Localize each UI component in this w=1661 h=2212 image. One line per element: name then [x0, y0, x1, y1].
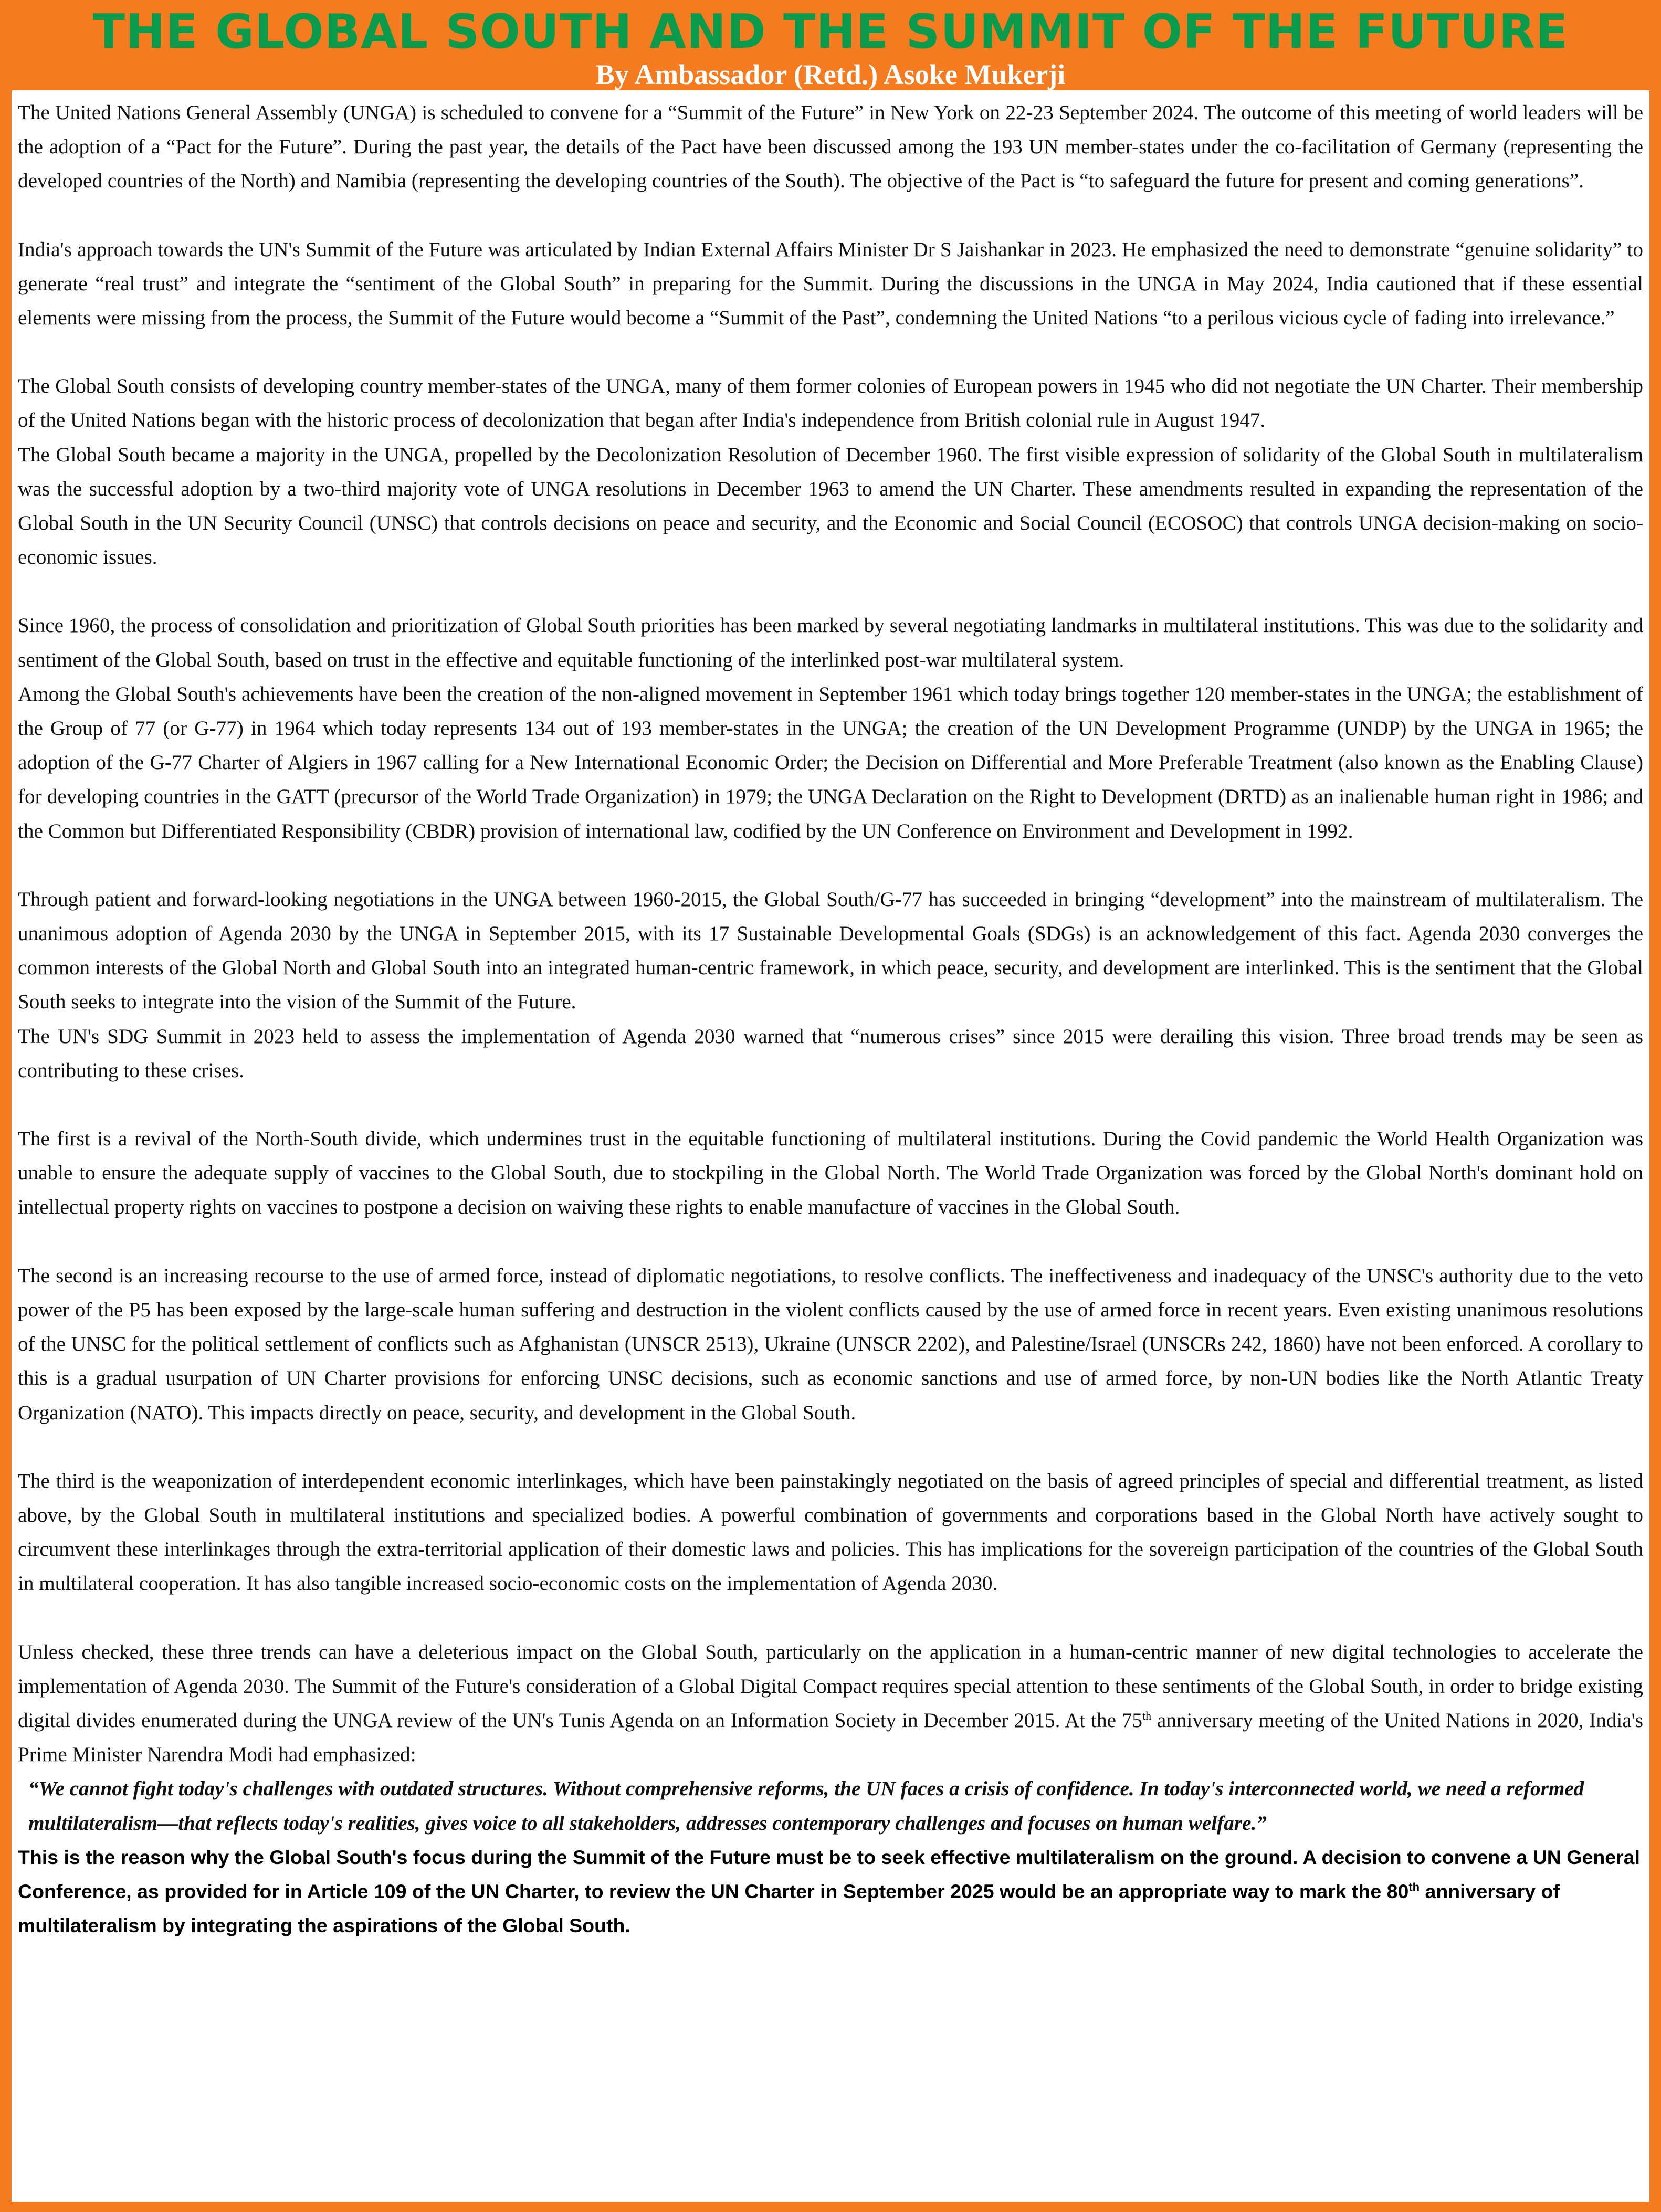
- paragraph-gap: [18, 1430, 1643, 1464]
- paragraph-third-trend: The third is the weaponization of interdependent economic interlinkages, which have been painstakingly negotiated on the basis of agreed principles of special and differential treatment, as listed above, by the Global South in multilateral institutions and specialized bodies. A powerful combination of governments and corporations based in the Global North have actively sought to circumvent these interlinkages through the extra-territorial application of their domestic laws and policies. This has implications for the sovereign participation of the countries of the Global South in multilateral cooperation. It has also tangible increased socio-economic costs on the implementation of Agenda 2030.: [18, 1469, 1643, 1595]
- modi-quote: “We cannot fight today's challenges with outdated structures. Without comprehensive reforms, the UN faces a crisis of confidence. In today's interconnected world, we need a reformed multilateralism—that reflects today's realities, gives voice to all stakeholders, addresses contemporary challenges and focuses on human welfare.”: [28, 1777, 1584, 1835]
- paragraph-gap: [18, 1601, 1643, 1635]
- paragraph-gap: [18, 848, 1643, 882]
- paragraph-gap: [18, 335, 1643, 369]
- ordinal-suffix: th: [1408, 1880, 1420, 1894]
- author-byline: By Ambassador (Retd.) Asoke Mukerji: [595, 59, 1066, 90]
- paragraph-global-south-definition: The Global South consists of developing country member-states of the UNGA, many of them former colonies of European powers in 1945 who did not negotiate the UN Charter. Their membership of the United Nations began with the historic process of decolonization that began after India's independence from British colonial rule in August 1947.: [18, 375, 1643, 432]
- paragraph-india-approach: India's approach towards the UN's Summit of the Future was articulated by Indian External Affairs Minister Dr S Jaishankar in 2023. He emphasized the need to demonstrate “genuine solidarity” to generate “real trust” and integrate the “sentiment of the Global South” in preparing for the Summit. During the discussions in the UNGA in May 2024, India cautioned that if these essential elements were missing from the process, the Summit of the Future would become a “Summit of the Past”, condemning the United Nations “to a perilous vicious cycle of fading into irrelevance.”: [18, 238, 1643, 330]
- paragraph-gap: [18, 574, 1643, 608]
- paragraph-digital-compact-text: Unless checked, these three trends can have a deleterious impact on the Global South, particularly on the application in a human-centric manner of new digital technologies to accelerate the implementation of Agenda 2030. The Summit of the Future's consideration of a Global Digital Compact requires special attention to these sentiments of the Global South, in order to bridge existing digital divides enumerated during the UNGA review of the UN's Tunis Agenda on an Information Society in December 2015. At the 75: [18, 1640, 1643, 1732]
- paragraph-decolonization-majority: The Global South became a majority in the UNGA, propelled by the Decolonization Resolution of December 1960. The first visible expression of solidarity of the Global South in multilateralism was the successful adoption by a two-third majority vote of UNGA resolutions in December 1963 to amend the UN Charter. These amendments resulted in expanding the representation of the Global South in the UN Security Council (UNSC) that controls decisions on peace and security, and the Economic and Social Council (ECOSOC) that controls UNGA decision-making on socio-economic issues.: [18, 443, 1643, 569]
- paragraph-digital-compact: [18, 1635, 1643, 1772]
- paragraph-agenda-2030: Through patient and forward-looking negotiations in the UNGA between 1960-2015, the Global South/G-77 has succeeded in bringing “development” into the mainstream of multilateralism. The unanimous adoption of Agenda 2030 by the UNGA in September 2015, with its 17 Sustainable Developmental Goals (SDGs) is an acknowledgement of this fact. Agenda 2030 converges the common interests of the Global North and Global South into an integrated human-centric framework, in which peace, security, and development are interlinked. This is the sentiment that the Global South seeks to integrate into the vision of the Summit of the Future.: [18, 888, 1643, 1014]
- paragraph-achievements: Among the Global South's achievements have been the creation of the non-aligned movement in September 1961 which today brings together 120 member-states in the UNGA; the establishment of the Group of 77 (or G-77) in 1964 which today represents 134 out of 193 member-states in the UNGA; the creation of the UN Development Programme (UNDP) by the UNGA in 1965; the adoption of the G-77 Charter of Algiers in 1967 calling for a New International Economic Order; the Decision on Differential and More Preferable Treatment (also known as the Enabling Clause) for developing countries in the GATT (precursor of the World Trade Organization) in 1979; the UNGA Declaration on the Right to Development (DRTD) as an inalienable human right in 1986; and the Common but Differentiated Responsibility (CBDR) provision of international law, codified by the UN Conference on Environment and Development in 1992.: [18, 682, 1643, 842]
- paragraph-gap: [18, 198, 1643, 233]
- paragraph-first-trend: The first is a revival of the North-South divide, which undermines trust in the equitable functioning of multilateral institutions. During the Covid pandemic the World Health Organization was unable to ensure the adequate supply of vaccines to the Global South, due to stockpiling in the Global North. The World Trade Organization was forced by the Global North's dominant hold on intellectual property rights on vaccines to postpone a decision on waiving these rights to enable manufacture of vaccines in the Global South.: [18, 1128, 1643, 1219]
- paragraph-digital-compact-tail: anniversary meeting of the United Nations in 2020, India's Prime Minister Narendra Modi had emphasized:: [18, 1709, 1643, 1766]
- paragraph-gap: [18, 1225, 1643, 1259]
- paragraph-landmarks: Since 1960, the process of consolidation and prioritization of Global South priorities has been marked by several negotiating landmarks in multilateral institutions. This was due to the solidarity and sentiment of the Global South, based on trust in the effective and equitable functioning of the interlinked post-war multilateral system.: [18, 614, 1643, 671]
- closing-statement-tail: anniversary of multilateralism by integrating the aspirations of the Global South.: [18, 1880, 1560, 1937]
- paragraph-summit-intro: The United Nations General Assembly (UNGA) is scheduled to convene for a “Summit of the Future” in New York on 22-23 September 2024. The outcome of this meeting of world leaders will be the adoption of a “Pact for the Future”. During the past year, the details of the Pact have been discussed among the 193 UN member-states under the co-facilitation of Germany (representing the developed countries of the North) and Namibia (representing the developing countries of the South). The objective of the Pact is “to safeguard the future for present and coming generations”.: [18, 101, 1643, 193]
- article-title: THE GLOBAL SOUTH AND THE SUMMIT OF THE FUTURE: [92, 4, 1569, 59]
- article-header: [0, 0, 1661, 89]
- paragraph-sdg-summit: The UN's SDG Summit in 2023 held to assess the implementation of Agenda 2030 warned that “numerous crises” since 2015 were derailing this vision. Three broad trends may be seen as contributing to these crises.: [18, 1025, 1643, 1082]
- ordinal-suffix: th: [1142, 1709, 1152, 1722]
- paragraph-second-trend: The second is an increasing recourse to the use of armed force, instead of diplomatic negotiations, to resolve conflicts. The ineffectiveness and inadequacy of the UNSC's authority due to the veto power of the P5 has been exposed by the large-scale human suffering and destruction in the violent conflicts caused by the use of armed force in recent years. Even existing unanimous resolutions of the UNSC for the political settlement of conflicts such as Afghanistan (UNSCR 2513), Ukraine (UNSCR 2202), and Palestine/Israel (UNSCRs 242, 1860) have not been enforced. A corollary to this is a gradual usurpation of UN Charter provisions for enforcing UNSC decisions, such as economic sanctions and use of armed force, by non-UN bodies like the North Atlantic Treaty Organization (NATO). This impacts directly on peace, security, and development in the Global South.: [18, 1264, 1643, 1424]
- paragraph-gap: [18, 1088, 1643, 1122]
- article-body: [12, 90, 1649, 2202]
- closing-statement-text: This is the reason why the Global South's focus during the Summit of the Future must be to seek effective multilateralism on the ground. A decision to convene a UN General Conference, as provided for in Article 109 of the UN Charter, to review the UN Charter in September 2025 would be an appropriate way to mark the 80: [18, 1846, 1640, 1902]
- closing-statement: [18, 1840, 1643, 1943]
